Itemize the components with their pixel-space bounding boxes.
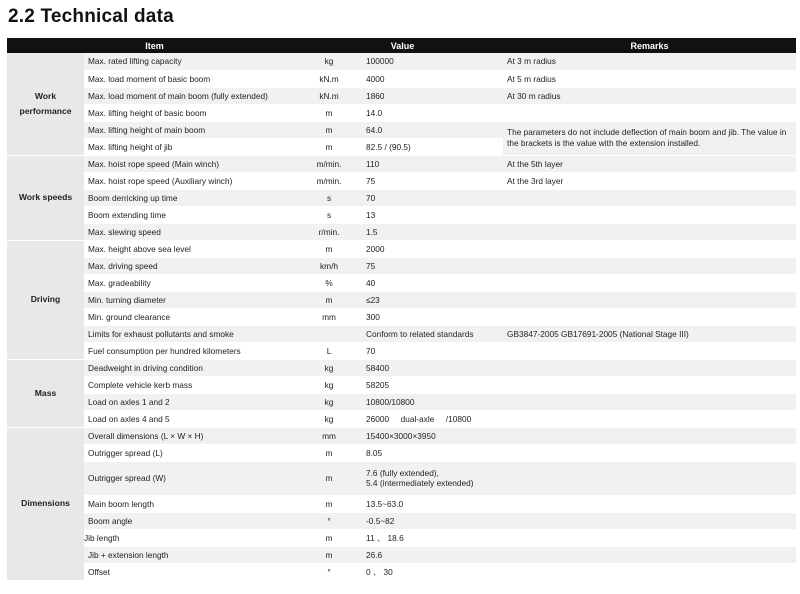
item-cell: Min. turning diameter [84,291,302,308]
table-row [7,461,796,495]
value-cell: 82.5 / (90.5) [360,138,503,155]
table-row [7,563,796,580]
table-row [7,393,796,410]
remark-cell [503,308,796,325]
value-cell: 2000 [360,240,503,257]
unit-cell: m [302,291,360,308]
value-line-2: 5.4 (intermediately extended) [366,478,474,488]
table-row [7,308,796,325]
group-mass: Mass [7,359,84,427]
unit-cell: kg [302,359,360,376]
header-remarks: Remarks [503,38,796,53]
table-row [7,257,796,274]
table-row [7,189,796,206]
remark-cell [503,274,796,291]
table-row [7,223,796,240]
item-cell: Fuel consumption per hundred kilometers [84,342,302,359]
value-cell: 110 [360,155,503,172]
item-cell: Outrigger spread (W) [84,461,302,495]
unit-cell: s [302,189,360,206]
remark-cell [503,104,796,121]
unit-cell: ° [302,563,360,580]
remark-cell [503,512,796,529]
unit-cell: kg [302,393,360,410]
item-cell: Max. lifting height of main boom [84,121,302,138]
value-cell: 300 [360,308,503,325]
item-cell: Deadweight in driving condition [84,359,302,376]
unit-cell: s [302,206,360,223]
item-cell: Boom extending time [84,206,302,223]
item-cell: Jib + extension length [84,546,302,563]
value-cell: 0 、 30 [360,563,503,580]
value-cell: 75 [360,172,503,189]
remark-cell [503,546,796,563]
remark-cell [503,529,796,546]
value-cell: 10800/10800 [360,393,503,410]
remark-cell [503,223,796,240]
remark-cell: At the 5th layer [503,155,796,172]
unit-cell: L [302,342,360,359]
table-row [7,359,796,376]
value-cell: 58205 [360,376,503,393]
remark-cell [503,189,796,206]
value-line-1: 7.6 (fully extended), [366,468,439,478]
unit-cell: ° [302,512,360,529]
value-cell: 13 [360,206,503,223]
header-value: Value [302,38,503,53]
group-work-performance: Work performance [7,53,84,155]
item-cell: Boom angle [84,512,302,529]
unit-cell: % [302,274,360,291]
item-cell: Max. rated lifting capacity [84,53,302,70]
item-cell: Boom derricking up time [84,189,302,206]
group-work-speeds: Work speeds [7,155,84,240]
table-row [7,512,796,529]
table-row [7,121,796,138]
remark-cell: At 5 m radius [503,70,796,87]
item-cell: Limits for exhaust pollutants and smoke [84,325,302,342]
table-row [7,495,796,512]
remark-cell [503,342,796,359]
item-cell: Main boom length [84,495,302,512]
item-cell: Outrigger spread (L) [84,444,302,461]
value-cell: 64.0 [360,121,503,138]
item-cell: Max. lifting height of basic boom [84,104,302,121]
remark-cell [503,427,796,444]
remark-cell: At 3 m radius [503,53,796,70]
value-cell: 75 [360,257,503,274]
unit-cell: m [302,461,360,495]
value-cell: 70 [360,342,503,359]
item-cell: Overall dimensions (L × W × H) [84,427,302,444]
table-row [7,325,796,342]
table-row [7,291,796,308]
section-title: 2.2 Technical data [8,6,174,27]
value-cell: 70 [360,189,503,206]
remark-cell [503,240,796,257]
value-cell [360,461,503,495]
item-cell: Min. ground clearance [84,308,302,325]
unit-cell: mm [302,308,360,325]
unit-cell: m [302,495,360,512]
unit-cell: kg [302,410,360,427]
item-cell: Complete vehicle kerb mass [84,376,302,393]
remark-cell: At 30 m radius [503,87,796,104]
remark-cell [503,393,796,410]
unit-cell: km/h [302,257,360,274]
remark-cell [503,376,796,393]
item-cell: Max. load moment of main boom (fully extended) [84,87,302,104]
unit-cell: m/min. [302,155,360,172]
value-cell: 40 [360,274,503,291]
value-cell: 13.5~63.0 [360,495,503,512]
item-cell: Offset [84,563,302,580]
table-header-row [7,38,796,53]
value-cell: 1860 [360,87,503,104]
item-cell: Max. hoist rope speed (Main winch) [84,155,302,172]
item-cell: Max. height above sea level [84,240,302,257]
unit-cell: kN.m [302,87,360,104]
table-row [7,342,796,359]
unit-cell: m [302,529,360,546]
remark-cell [503,461,796,495]
value-cell: 26.6 [360,546,503,563]
remark-cell [503,291,796,308]
table-row [7,155,796,172]
value-cell: 15400×3000×3950 [360,427,503,444]
value-cell: 14.0 [360,104,503,121]
item-cell: Max. slewing speed [84,223,302,240]
table-row [7,546,796,563]
table-row [7,529,796,546]
unit-cell: m [302,121,360,138]
table-row [7,240,796,257]
header-item: Item [7,38,302,53]
value-cell: 11 、 18.6 [360,529,503,546]
item-cell: Load on axles 4 and 5 [84,410,302,427]
unit-cell [302,325,360,342]
item-cell: Max. hoist rope speed (Auxiliary winch) [84,172,302,189]
table-row [7,70,796,87]
value-cell: 4000 [360,70,503,87]
value-cell: Conform to related standards [360,325,503,342]
value-cell: 100000 [360,53,503,70]
table-row [7,53,796,70]
unit-cell: kN.m [302,70,360,87]
remark-cell [503,444,796,461]
table-row [7,206,796,223]
unit-cell: m [302,444,360,461]
unit-cell: m [302,138,360,155]
item-cell: Max. driving speed [84,257,302,274]
remark-cell [503,410,796,427]
item-cell: Max. load moment of basic boom [84,70,302,87]
unit-cell: kg [302,53,360,70]
technical-data-table [7,38,796,581]
value-cell: 26000 dual-axle /10800 [360,410,503,427]
table-row [7,172,796,189]
value-cell: -0.5~82 [360,512,503,529]
group-dimensions: Dimensions [7,427,84,580]
table-row [7,104,796,121]
item-cell: Load on axles 1 and 2 [84,393,302,410]
remark-cell [503,257,796,274]
unit-cell: r/min. [302,223,360,240]
remark-cell: GB3847-2005 GB17691-2005 (National Stage III) [503,325,796,342]
remark-cell [503,206,796,223]
unit-cell: m [302,240,360,257]
group-driving: Driving [7,240,84,359]
remark-merged-cell: The parameters do not include deflection of main boom and jib. The value in the brackets is the value with the extension installed. [503,121,796,155]
remark-cell [503,563,796,580]
value-cell: 1.5 [360,223,503,240]
table-row [7,427,796,444]
value-cell: ≤23 [360,291,503,308]
table-row [7,376,796,393]
unit-cell: m [302,104,360,121]
remark-cell [503,495,796,512]
table-row [7,444,796,461]
unit-cell: kg [302,376,360,393]
unit-cell: mm [302,427,360,444]
value-cell: 58400 [360,359,503,376]
remark-cell: At the 3rd layer [503,172,796,189]
item-cell: Max. lifting height of jib [84,138,302,155]
table-row [7,274,796,291]
table-row [7,87,796,104]
remark-cell [503,359,796,376]
item-cell: Jib length [84,529,302,546]
table-row [7,410,796,427]
item-cell: Max. gradeability [84,274,302,291]
unit-cell: m/min. [302,172,360,189]
value-cell: 8.05 [360,444,503,461]
unit-cell: m [302,546,360,563]
